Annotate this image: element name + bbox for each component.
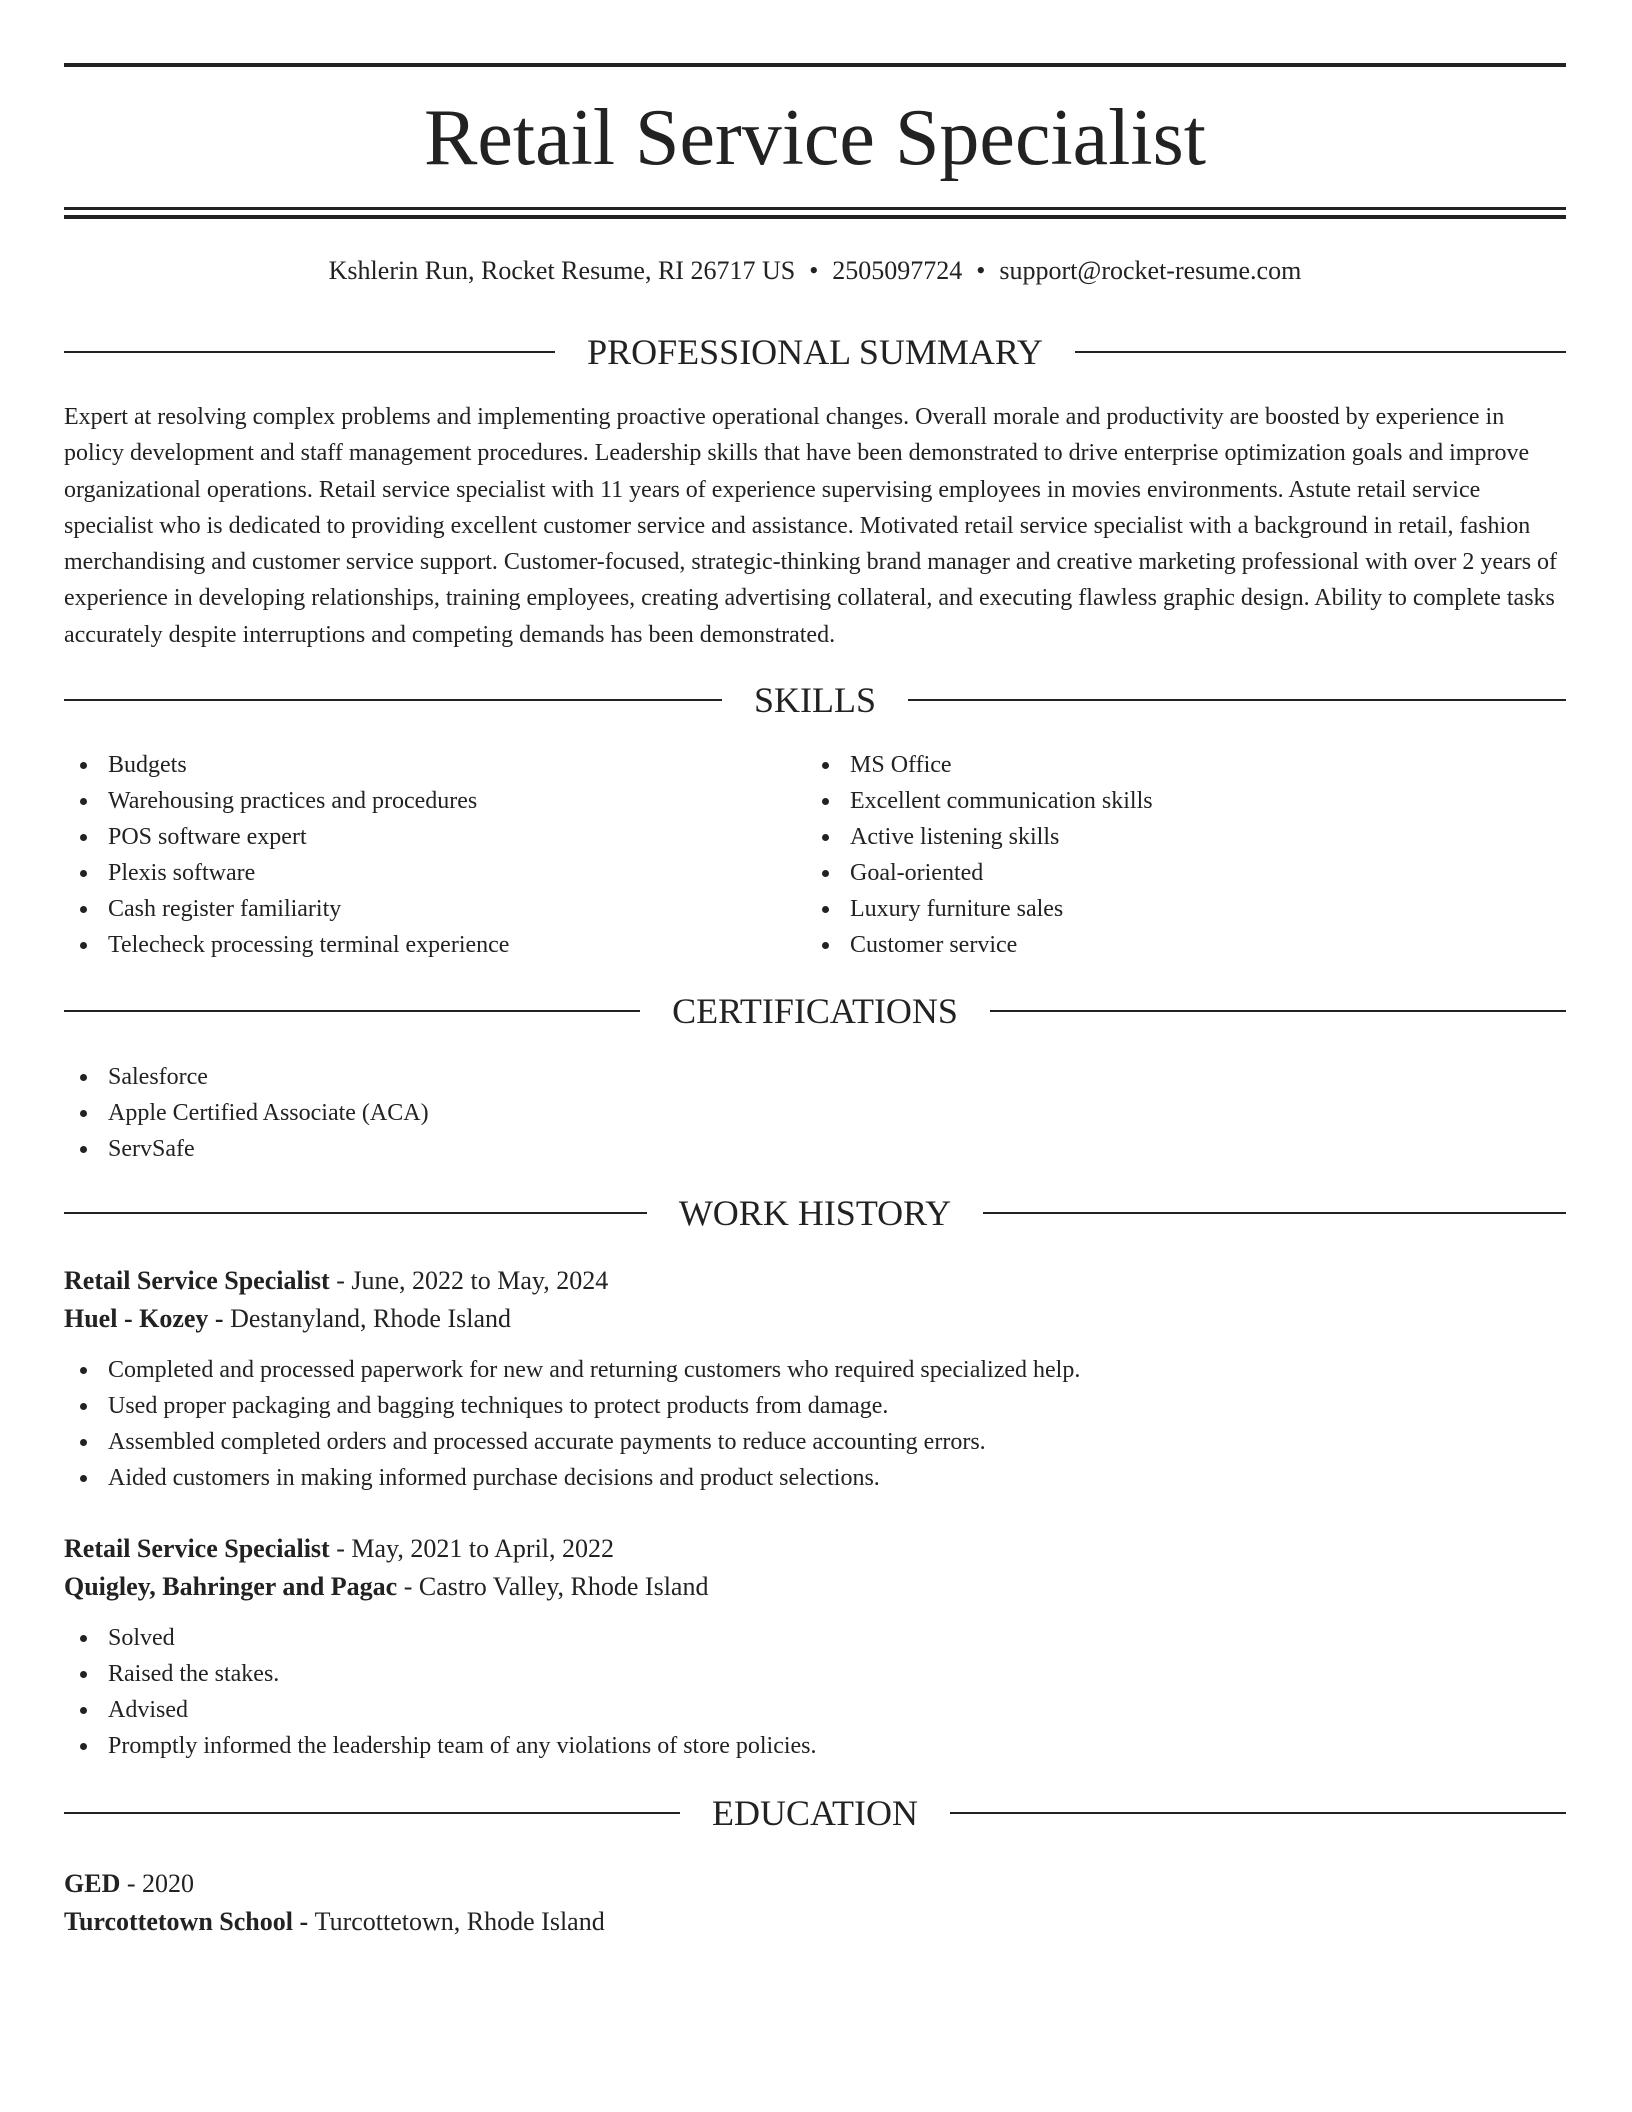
certifications-heading: CERTIFICATIONS [672,991,958,1031]
contact-separator: • [976,256,986,285]
skill-item: Budgets [64,747,664,783]
header-double-rule-upper [64,207,1566,210]
skills-list-right [806,747,1506,963]
skill-item: Cash register familiarity [64,891,664,927]
certification-item: ServSafe [64,1131,964,1167]
skill-item: Warehousing practices and procedures [64,783,664,819]
job-bullet: Solved [64,1620,1566,1656]
skills-heading: SKILLS [754,680,877,720]
work-heading: WORK HISTORY [678,1193,952,1233]
job-bullet: Promptly informed the leadership team of any violations of store policies. [64,1728,1566,1764]
education-school-line: Turcottetown School - Turcottetown, Rhode Island [64,1907,605,1936]
education-degree: GED [64,1869,121,1898]
education-location: Turcottetown, Rhode Island [314,1907,605,1936]
resume-title: Retail Service Specialist [424,94,1206,182]
heading-rule-left [64,1212,647,1214]
header-top-rule [64,63,1566,67]
heading-rule-left [64,699,722,701]
summary-heading: PROFESSIONAL SUMMARY [587,332,1043,372]
job-title-line [64,1262,1566,1300]
summary-section-heading [64,332,1566,372]
education-school: Turcottetown School [64,1907,293,1936]
job-dash: - [329,1266,352,1295]
education-degree-line [64,1865,1566,1903]
heading-rule-right [1075,351,1566,353]
skill-item: Customer service [806,927,1506,963]
heading-rule-left [64,1812,680,1814]
education-heading: EDUCATION [712,1793,918,1833]
job-company-line: Huel - Kozey - Destanyland, Rhode Island [64,1304,511,1333]
contact-line [64,254,1566,288]
work-entry [64,1530,1566,1764]
skill-item: Telecheck processing terminal experience [64,927,664,963]
certification-item: Apple Certified Associate (ACA) [64,1095,964,1131]
job-bullets [64,1352,1566,1496]
certifications-list [64,1059,964,1167]
job-title: Retail Service Specialist [64,1266,330,1295]
job-company-line: Quigley, Bahringer and Pagac - Castro Valley, Rhode Island [64,1572,709,1601]
job-bullets [64,1620,1566,1764]
heading-rule-right [990,1010,1566,1012]
skill-item: Luxury furniture sales [806,891,1506,927]
certifications-section-heading [64,991,1566,1031]
skill-item: Active listening skills [806,819,1506,855]
work-section-heading [64,1193,1566,1233]
certification-item: Salesforce [64,1059,964,1095]
job-dates: June, 2022 to May, 2024 [351,1266,609,1295]
job-dash: - [329,1534,352,1563]
contact-address: Kshlerin Run, Rocket Resume, RI 26717 US [328,256,796,285]
job-bullet: Used proper packaging and bagging techniques to protect products from damage. [64,1388,1566,1424]
job-dates: May, 2021 to April, 2022 [351,1534,615,1563]
education-year: 2020 [142,1869,195,1898]
contact-email: support@rocket-resume.com [999,256,1302,285]
summary-text: Expert at resolving complex problems and implementing proactive operational changes. Overall morale and productivity are boosted by experience in policy development and staff management procedures. Leadership skills that have been demonstrated to drive enterprise optimization goals and improve organizational operations. Retail service specialist with 11 years of experience supervising employees in movies environments. Astute retail service specialist who is dedicated to providing excellent customer service and assistance. Motivated retail service specialist with a background in retail, fashion merchandising and customer service support. Customer-focused, strategic-thinking brand manager and creative marketing professional with over 2 years of experience in developing relationships, training employees, creating advertising collateral, and executing flawless graphic design. Ability to complete tasks accurately despite interruptions and competing demands has been demonstrated. [64,404,1558,648]
job-company: Quigley, Bahringer and Pagac [64,1572,398,1601]
education-dash: - [120,1869,143,1898]
header-double-rule-lower [64,215,1566,219]
job-title: Retail Service Specialist [64,1534,330,1563]
education-section-heading [64,1793,1566,1833]
skills-section-heading [64,680,1566,720]
job-bullet: Advised [64,1692,1566,1728]
skill-item: Goal-oriented [806,855,1506,891]
work-entry [64,1262,1566,1496]
heading-rule-left [64,351,555,353]
job-company: Huel - Kozey [64,1304,209,1333]
job-location: Destanyland, Rhode Island [230,1304,511,1333]
heading-rule-right [908,699,1566,701]
job-bullet: Assembled completed orders and processed accurate payments to reduce accounting errors. [64,1424,1566,1460]
skills-list-left [64,747,664,963]
skill-item: POS software expert [64,819,664,855]
job-bullet: Completed and processed paperwork for new and returning customers who required specialized help. [64,1352,1566,1388]
job-title-line [64,1530,1566,1568]
skill-item: MS Office [806,747,1506,783]
skill-item: Plexis software [64,855,664,891]
skill-item: Excellent communication skills [806,783,1506,819]
heading-rule-left [64,1010,640,1012]
contact-phone: 2505097724 [832,256,963,285]
education-entry [64,1865,1566,1941]
job-location: Castro Valley, Rhode Island [418,1572,709,1601]
heading-rule-right [983,1212,1566,1214]
job-bullet: Aided customers in making informed purchase decisions and product selections. [64,1460,1566,1496]
contact-separator: • [809,256,819,285]
heading-rule-right [950,1812,1566,1814]
job-bullet: Raised the stakes. [64,1656,1566,1692]
